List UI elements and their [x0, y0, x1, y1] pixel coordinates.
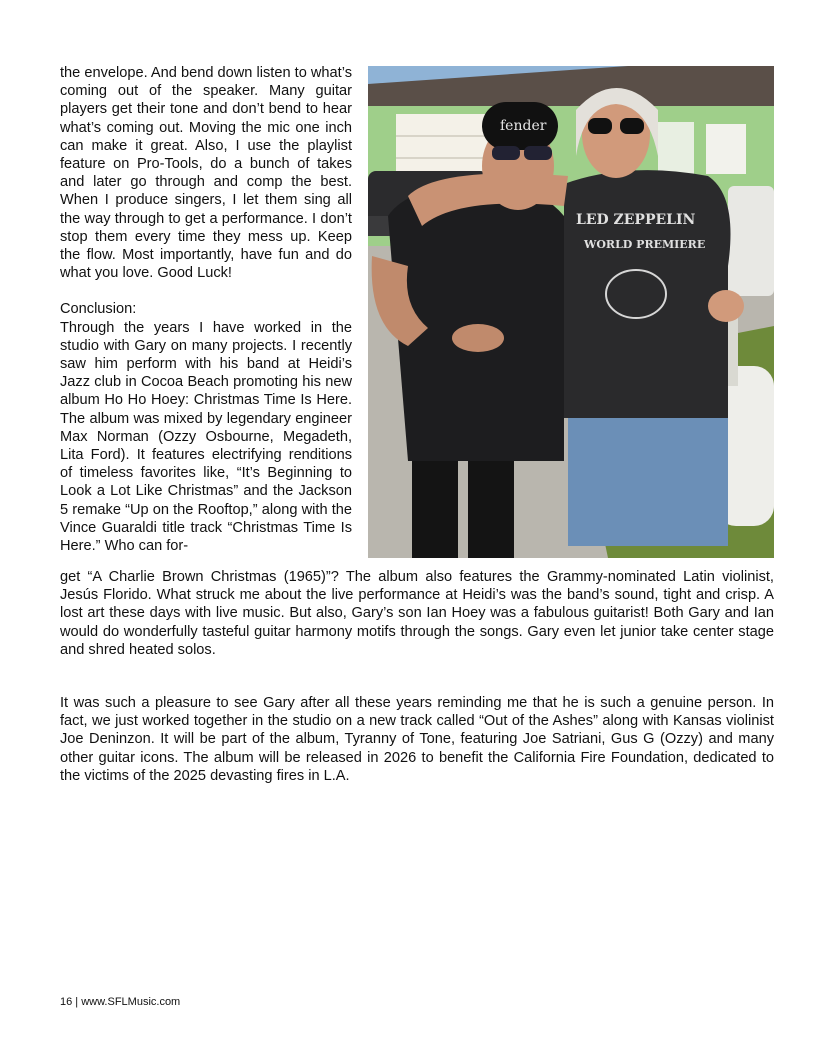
body-paragraph: the envelope. And bend down listen to what’s coming out of the speaker. Many guitar players get their tone and don’t bend to hear what’s coming out. Moving the mic one inch can make it great. Also, I use the playlist feature on Pro-Tools, do a bunch of takes and later go through and comp the best. When I produce singers, I let them sing all the way through to get a performance. I don’t stop them every time they mess up. Keep the flow. Most importantly, have fun and do what you love. Good Luck!: [60, 65, 352, 282]
beanie-logo: fender: [500, 118, 547, 134]
conclusion-heading: Conclusion:: [60, 301, 137, 318]
left-column: [60, 64, 352, 555]
page-footer: 16 | www.SFLMusic.com: [60, 996, 181, 1008]
article-photo: [368, 66, 774, 558]
paragraph-gap: [60, 282, 352, 300]
body-paragraph: Through the years I have worked in the studio with Gary on many projects. I recently saw him perform with his band at Heidi’s Jazz club in Cocoa Beach promoting his new album Ho Ho Hoey: Christmas Time Is Here. The album was mixed by legendary engineer Max Norman (Ozzy Osbourne, Megadeth, Lita Ford). It features electrifying renditions of timeless favorites like, “It’s Beginning to Look a Lot Like Christmas” and the Jackson 5 remake “Up on the Rooftop,” along with the Vince Guaraldi title track “Christmas Time Is Here.” Who can for-: [60, 319, 352, 555]
photo-illustration: [368, 66, 774, 558]
body-paragraph: It was such a pleasure to see Gary after all these years reminding me that he is such a genuine person. In fact, we just worked together in the studio on a new track called “Out of the Ashes” along with Kansas violinist Joe Deninzon. It will be part of the album, Tyranny of Tone, featuring Joe Satriani, Gus G (Ozzy) and many other guitar icons. The album will be released in 2026 to benefit the California Fire Foundation, dedicated to the victims of the 2025 devasting fires in L.A.: [60, 695, 774, 784]
body-paragraph-continued: get “A Charlie Brown Christmas (1965)”? The album also features the Grammy-nominated Latin violinist, Jesús Florido. What struck me about the live performance at Heidi’s was the band’s sound, tight and crisp. A lost art these days with live music. But also, Gary’s son Ian Hoey was a fabulous guitarist! Both Gary and Ian would do wonderfully tasteful guitar harmony motifs through the songs. Gary even let junior take center stage and shred heated solos.: [60, 569, 774, 658]
shirt-title: LED ZEPPELIN: [576, 212, 696, 228]
shirt-subtitle: WORLD PREMIERE: [584, 238, 706, 251]
